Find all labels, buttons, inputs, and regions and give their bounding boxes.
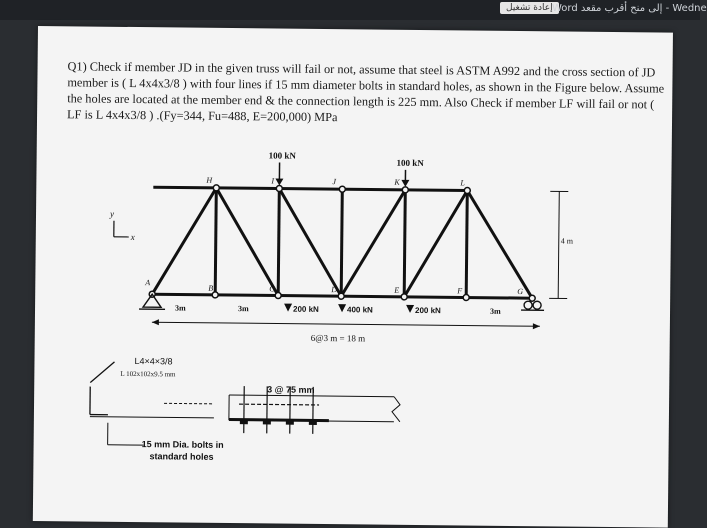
node-b: B [208, 284, 213, 293]
span-dimension-line [152, 322, 540, 326]
axis-icon [114, 221, 129, 237]
document-page [33, 26, 673, 528]
node-g: G [517, 287, 523, 296]
node-h: H [205, 176, 213, 185]
plate-outline [90, 394, 400, 422]
node-e: E [393, 286, 399, 295]
load-top-2: 100 kN [397, 158, 425, 168]
truss-figure [33, 146, 672, 523]
question-text: Q1) Check if member JD in the given truss will fail or not, assume that steel is ASTM A992 and the cross section of JD member is ( L 4x4x3/8 ) with four lines if 15 mm diameter bolts in standard holes, as shown in the Figure below. Assume the holes are located at the member end & the connection length is 225 mm. Also Check if member LF will fail or not ( LF is L 4x4x3/8 ) .(Fy=344, Fu=488, E=200,000) MPa [67, 58, 668, 128]
load-top-1: 100 kN [269, 150, 297, 160]
node-c: C [269, 284, 275, 293]
axis-x-label: x [130, 232, 135, 242]
node-i: I [270, 176, 274, 185]
span-label-3: 3m [490, 307, 501, 316]
top-bar [0, 0, 700, 20]
span-label-1: 3m [175, 303, 186, 312]
node-d: D [330, 285, 337, 294]
axis-y-label: y [109, 209, 114, 219]
angle-section-icon [90, 362, 115, 415]
node-k: K [393, 178, 400, 187]
span-label-2: 3m [238, 304, 249, 313]
load-bottom-2: 400 kN [347, 305, 373, 314]
truss-members [152, 187, 533, 298]
taskbar-text: Word إلى منح أقرب مقعد - Wedne [552, 3, 707, 14]
height-label: 4 m [561, 236, 574, 245]
node-f: F [456, 286, 462, 295]
down-arrow-icon [279, 163, 405, 182]
section-label: L4×4×3/8 [134, 356, 172, 366]
bolt-note-line-1: 15 mm Dia. bolts in [142, 439, 224, 450]
bolt-note-line-2: standard holes [149, 451, 213, 462]
roller-support-icon [521, 301, 544, 310]
span-total-label: 6@3 m = 18 m [311, 333, 365, 344]
bolt-spacing-label: 3 @ 75 mm [267, 384, 314, 394]
node-l: L [459, 178, 465, 187]
leader-line [108, 423, 144, 445]
load-bottom-1: 200 kN [293, 305, 319, 314]
load-bottom-3: 200 kN [415, 306, 441, 315]
restart-button[interactable]: إعادة تشغيل [500, 2, 559, 14]
node-j: J [332, 177, 336, 186]
node-a: A [144, 278, 150, 287]
section-metric-label: L 102x102x9.5 mm [120, 370, 176, 379]
